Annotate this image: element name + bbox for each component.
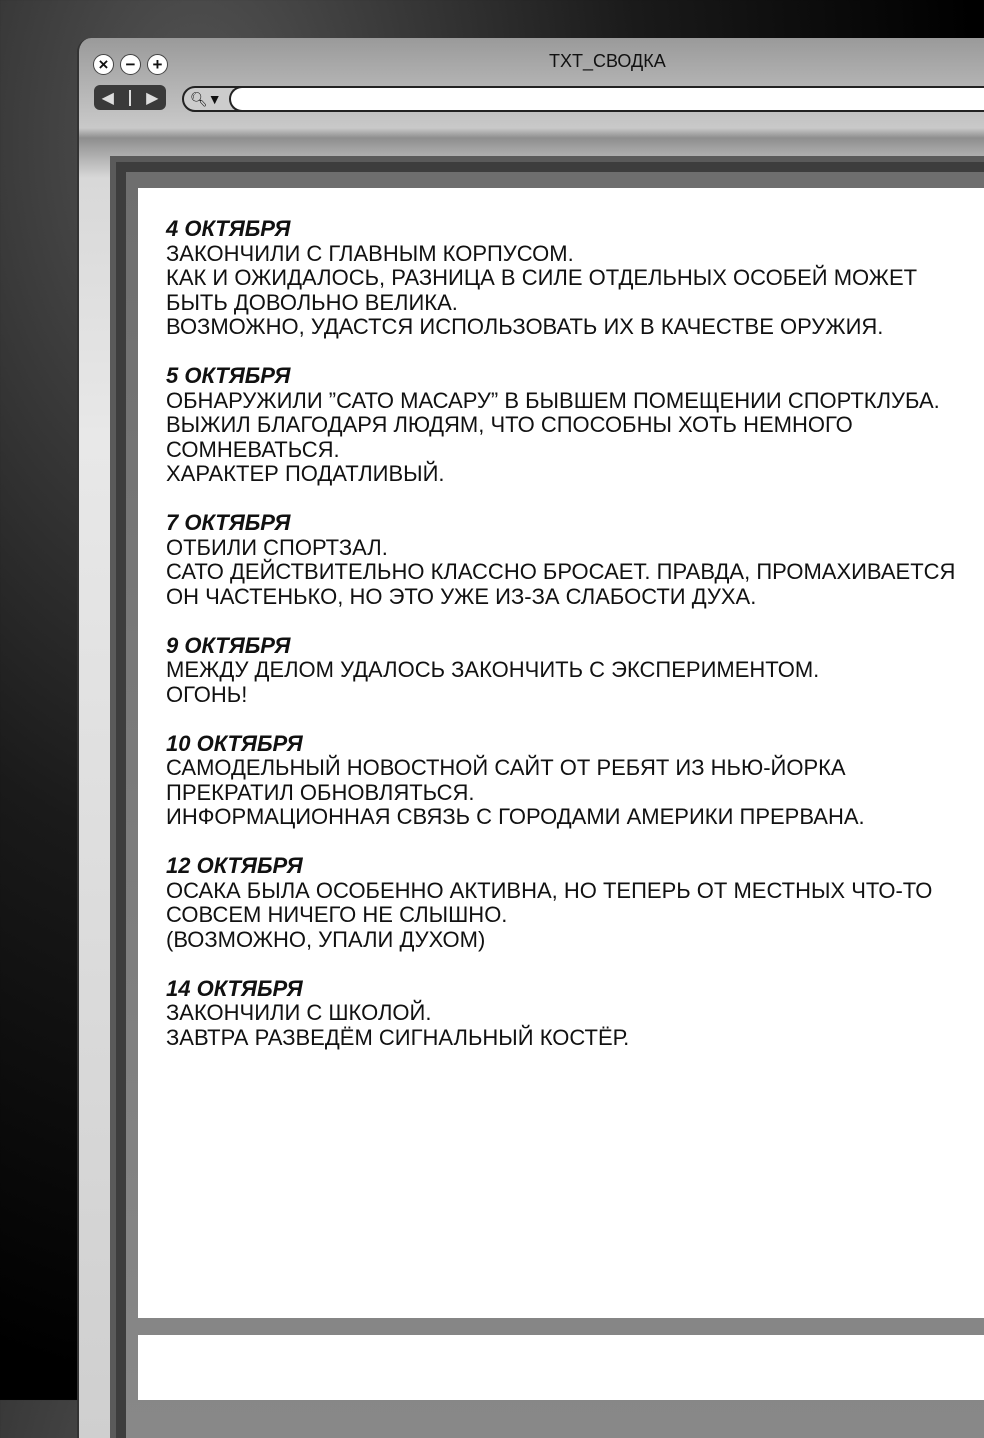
search-icon: 🔍︎▼ <box>190 91 222 107</box>
entry-line: ЗАВТРА РАЗВЕДЁМ СИГНАЛЬНЫЙ КОСТЁР. <box>166 1024 630 1050</box>
entry-date: 9 ОКТЯБРЯ <box>166 632 291 658</box>
entry-line: ПРЕКРАТИЛ ОБНОВЛЯТЬСЯ. <box>166 779 475 805</box>
entry-line: (ВОЗМОЖНО, УПАЛИ ДУХОМ) <box>166 926 486 952</box>
nav-divider <box>129 90 131 106</box>
log-content <box>166 217 955 1075</box>
entry-line: МЕЖДУ ДЕЛОМ УДАЛОСЬ ЗАКОНЧИТЬ С ЭКСПЕРИМЕНТОМ. <box>166 657 820 682</box>
entry-date: 7 ОКТЯБРЯ <box>166 510 291 535</box>
entry-date: 14 ОКТЯБРЯ <box>166 975 303 1001</box>
nav-buttons <box>94 85 166 110</box>
entry-line: БЫТЬ ДОВОЛЬНО ВЕЛИКА. <box>166 289 458 315</box>
entry-line: ОБНАРУЖИЛИ ”САТО МАСАРУ” В БЫВШЕМ ПОМЕЩЕНИИ СПОРТКЛУБА. <box>166 387 940 413</box>
window-title: TXT_СВОДКА <box>549 51 666 71</box>
log-entry <box>166 364 955 487</box>
close-button[interactable]: × <box>93 54 114 75</box>
log-entry <box>166 217 955 340</box>
log-entry <box>166 977 955 1051</box>
url-input[interactable] <box>229 86 984 112</box>
document-page <box>138 188 984 1318</box>
entry-line: СОВСЕМ НИЧЕГО НЕ СЛЫШНО. <box>166 902 508 927</box>
next-page <box>138 1335 984 1400</box>
entry-line: САМОДЕЛЬНЫЙ НОВОСТНОЙ САЙТ ОТ РЕБЯТ ИЗ НЬЮ-ЙОРКА <box>166 755 846 780</box>
entry-line: ОСАКА БЫЛА ОСОБЕННО АКТИВНА, НО ТЕПЕРЬ ОТ МЕСТНЫХ ЧТО-ТО <box>166 877 933 903</box>
entry-line: ХАРАКТЕР ПОДАТЛИВЫЙ. <box>166 461 445 486</box>
entry-date: 12 ОКТЯБРЯ <box>166 853 303 878</box>
entry-line: КАК И ОЖИДАЛОСЬ, РАЗНИЦА В СИЛЕ ОТДЕЛЬНЫХ ОСОБЕЙ МОЖЕТ <box>166 265 918 290</box>
entry-date: 4 ОКТЯБРЯ <box>166 216 291 241</box>
entry-line: ЗАКОНЧИЛИ С ШКОЛОЙ. <box>166 1000 432 1025</box>
maximize-button[interactable]: + <box>147 54 168 75</box>
entry-date: 10 ОКТЯБРЯ <box>166 730 303 756</box>
entry-line: ЗАКОНЧИЛИ С ГЛАВНЫМ КОРПУСОМ. <box>166 240 574 266</box>
entry-line: ОН ЧАСТЕНЬКО, НО ЭТО УЖЕ ИЗ-ЗА СЛАБОСТИ ДУХА. <box>166 583 757 609</box>
minimize-button[interactable]: − <box>120 54 141 75</box>
entry-date: 5 ОКТЯБРЯ <box>166 363 291 388</box>
log-entry <box>166 732 955 830</box>
entry-line: ВОЗМОЖНО, УДАСТСЯ ИСПОЛЬЗОВАТЬ ИХ В КАЧЕСТВЕ ОРУЖИЯ. <box>166 314 884 339</box>
entry-line: САТО ДЕЙСТВИТЕЛЬНО КЛАССНО БРОСАЕТ. ПРАВДА, ПРОМАХИВАЕТСЯ <box>166 559 956 584</box>
log-entry <box>166 511 955 609</box>
entry-line: ВЫЖИЛ БЛАГОДАРЯ ЛЮДЯМ, ЧТО СПОСОБНЫ ХОТЬ НЕМНОГО <box>166 412 853 437</box>
log-entry <box>166 634 955 708</box>
forward-button[interactable]: ▶ <box>146 89 159 107</box>
entry-line: СОМНЕВАТЬСЯ. <box>166 436 340 462</box>
back-button[interactable]: ◀ <box>101 89 114 107</box>
entry-line: ОГОНЬ! <box>166 681 248 707</box>
log-entry <box>166 854 955 952</box>
entry-line: ИНФОРМАЦИОННАЯ СВЯЗЬ С ГОРОДАМИ АМЕРИКИ ПРЕРВАНА. <box>166 804 865 829</box>
entry-line: ОТБИЛИ СПОРТЗАЛ. <box>166 534 388 560</box>
